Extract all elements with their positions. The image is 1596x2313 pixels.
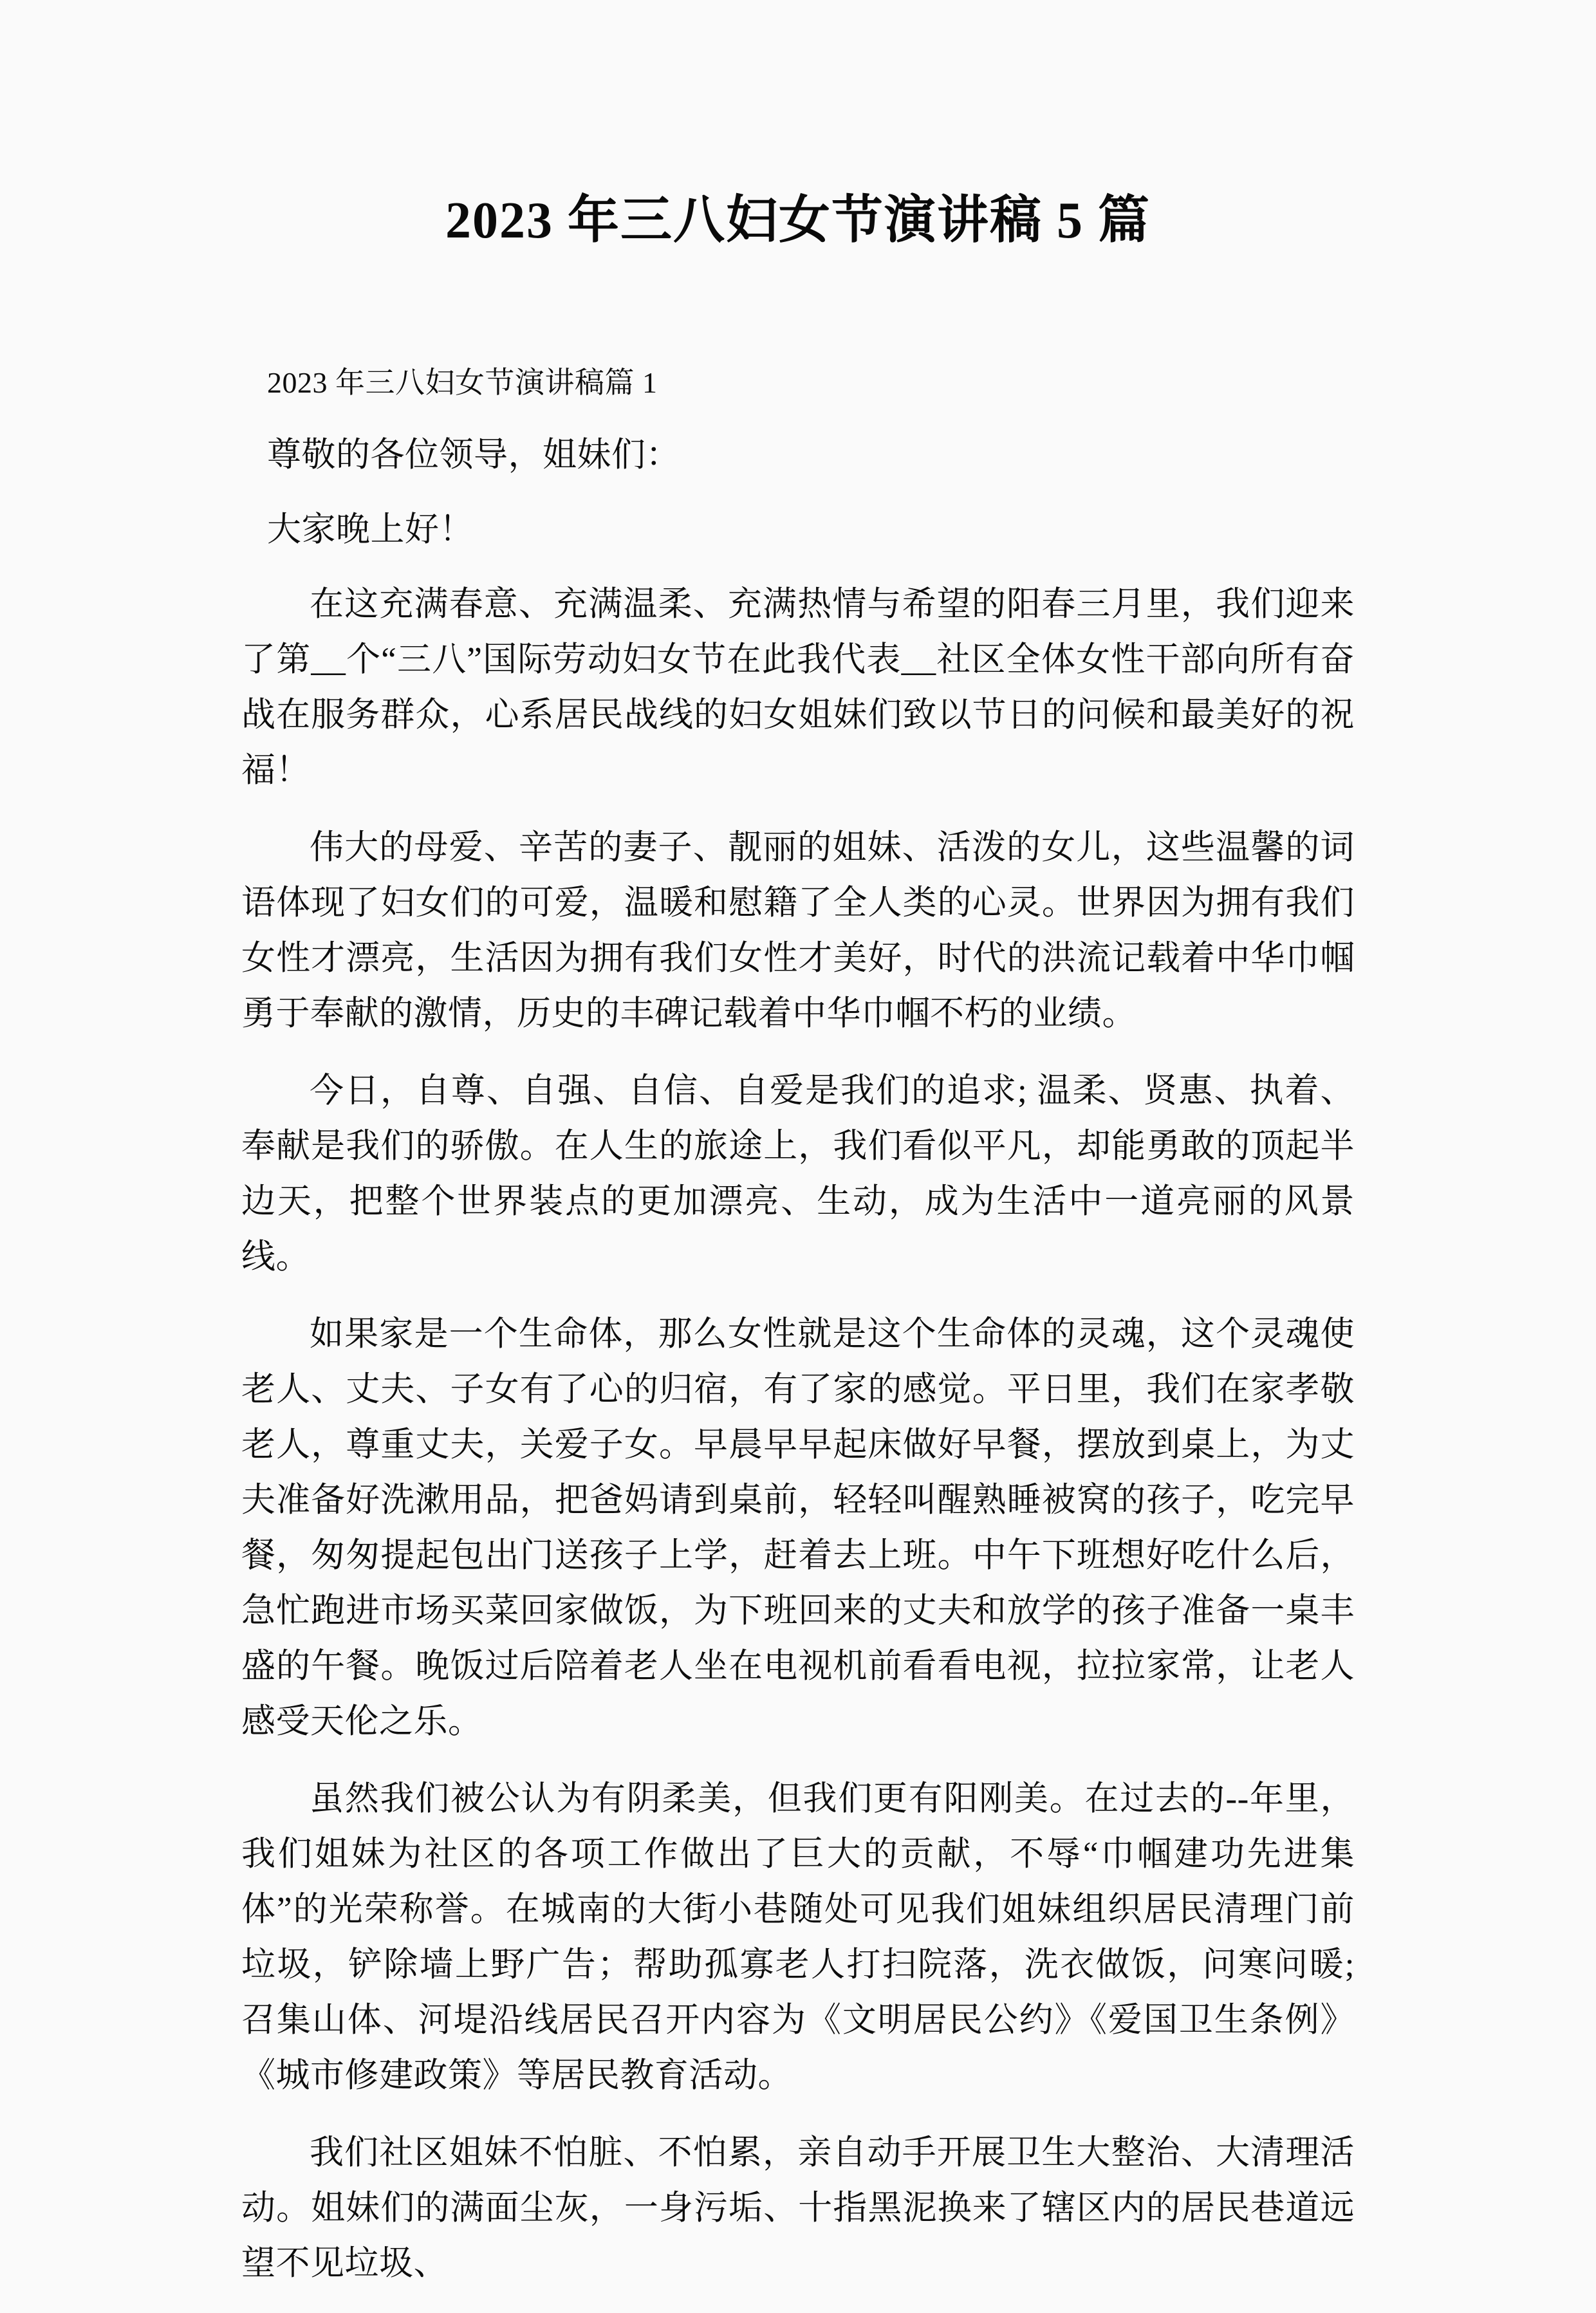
greeting-line: 大家晚上好！ <box>267 511 474 548</box>
salutation-line: 尊敬的各位领导，姐妹们： <box>267 436 680 474</box>
page-title: 2023 年三八妇女节演讲稿 5 篇 <box>445 192 1151 249</box>
body-paragraph-6: 我们社区姐妹不怕脏、不怕累，亲自动手开展卫生大整治、大清理活动。姐妹们的满面尘灰，一身污垢、十指黑泥换来了辖区内的居民巷道远望不见垃圾、 <box>241 2134 1355 2282</box>
body-paragraph-3: 今日，自尊、自强、自信、自爱是我们的追求; 温柔、贤惠、执着、奉献是我们的骄傲。在人生的旅途上，我们看似平凡，却能勇敢的顶起半边天，把整个世界装点的更加漂亮、生动，成为生活中一道亮丽的风景线。 <box>241 1072 1355 1276</box>
section-label: 2023 年三八妇女节演讲稿篇 1 <box>267 366 658 399</box>
body-paragraph-4: 如果家是一个生命体，那么女性就是这个生命体的灵魂，这个灵魂使老人、丈夫、子女有了心的归宿，有了家的感觉。平日里，我们在家孝敬老人，尊重丈夫，关爱子女。早晨早早起床做好早餐，摆放到桌上，为丈夫准备好洗漱用品，把爸妈请到桌前，轻轻叫醒熟睡被窝的孩子，吃完早餐，匆匆提起包出门送孩子上学，赶着去上班。中午下班想好吃什么后，急忙跑进市场买菜回家做饭，为下班回来的丈夫和放学的孩子准备一桌丰盛的午餐。晚饭过后陪着老人坐在电视机前看看电视，拉拉家常，让老人感受天伦之乐。 <box>241 1315 1355 1740</box>
body-paragraph-1: 在这充满春意、充满温柔、充满热情与希望的阳春三月里，我们迎来了第__个“三八”国际劳动妇女节在此我代表__社区全体女性干部向所有奋战在服务群众，心系居民战线的妇女姐妹们致以节日的问候和最美好的祝福！ <box>241 586 1355 789</box>
body-paragraph-5: 虽然我们被公认为有阴柔美，但我们更有阳刚美。在过去的--年里，我们姐妹为社区的各项工作做出了巨大的贡献，不辱“巾帼建功先进集体”的光荣称誉。在城南的大街小巷随处可见我们姐妹组织居民清理门前垃圾，铲除墙上野广告；帮助孤寡老人打扫院落，洗衣做饭，问寒问暖; 召集山体、河堤沿线居民召开内容为《文明居民公约》《爱国卫生条例》《城市修建政策》等居民教育活动。 <box>241 1780 1355 2094</box>
document-body <box>241 358 1355 2313</box>
body-paragraph-2: 伟大的母爱、辛苦的妻子、靓丽的姐妹、活泼的女儿，这些温馨的词语体现了妇女们的可爱，温暖和慰籍了全人类的心灵。世界因为拥有我们女性才漂亮，生活因为拥有我们女性才美好，时代的洪流记载着中华巾帼勇于奉献的激情，历史的丰碑记载着中华巾帼不朽的业绩。 <box>241 829 1355 1032</box>
